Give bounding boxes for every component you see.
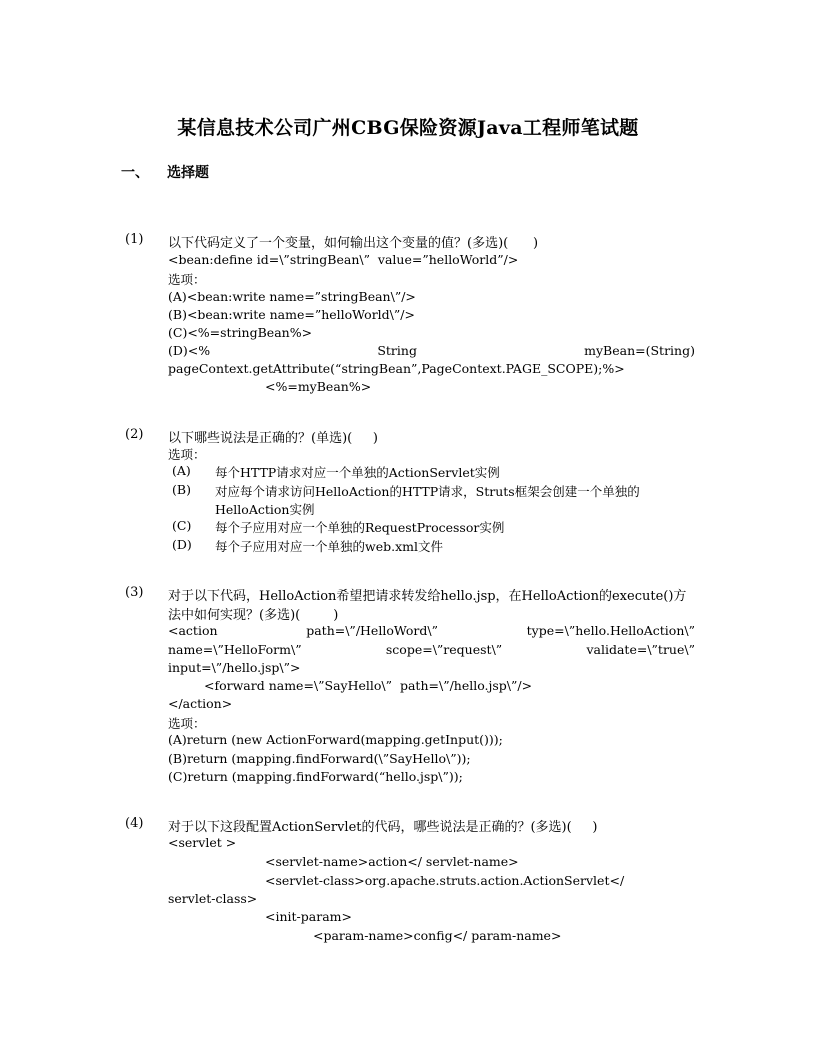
question-1-code: <bean:define id=\”stringBean\” value=”helloWorld”/> xyxy=(168,252,519,267)
question-2-option-c-text: 每个子应用对应一个单独的RequestProcessor实例 xyxy=(215,520,505,535)
question-4-code-line4: servlet-class> xyxy=(168,891,258,906)
question-3-code-row5: </action> xyxy=(168,696,233,711)
code-token: path=\”/HelloWord\” xyxy=(306,623,438,638)
question-1-text: 以下代码定义了一个变量，如何输出这个变量的值？(多选)( ) xyxy=(168,236,539,251)
question-2-option-b-label: (B) xyxy=(172,482,191,497)
question-2-option-a-text: 每个HTTP请求对应一个单独的ActionServlet实例 xyxy=(215,465,500,480)
question-1-number: (1) xyxy=(125,232,144,247)
question-1-options-label: 选项： xyxy=(168,272,206,287)
question-2-option-d-label: (D) xyxy=(172,537,192,552)
code-token: scope=\”request\” xyxy=(385,642,503,657)
question-3-number: (3) xyxy=(125,585,144,600)
question-1-option-c: (C)<%=stringBean%> xyxy=(168,325,313,340)
section-number: 一、 xyxy=(121,165,149,181)
question-3-option-a: (A)return (new ActionForward(mapping.getInput())); xyxy=(168,732,503,747)
question-3-options-label: 选项： xyxy=(168,716,206,731)
code-token: type=\”hello.HelloAction\” xyxy=(526,623,695,638)
question-2-option-a-label: (A) xyxy=(172,463,191,478)
question-2-option-d-text: 每个子应用对应一个单独的web.xml文件 xyxy=(215,539,443,554)
question-4-number: (4) xyxy=(125,816,144,831)
question-1-option-d-line2: pageContext.getAttribute(“stringBean”,PageContext.PAGE_SCOPE);%> xyxy=(168,361,625,376)
question-3-text: 对于以下代码，HelloAction希望把请求转发给hello.jsp，在HelloAction的execute()方 xyxy=(168,589,687,604)
question-3-code-row4: <forward name=\”SayHello\” path=\”/hello.jsp\”/> xyxy=(204,678,533,693)
question-3-option-b: (B)return (mapping.findForward(\”SayHello\”)); xyxy=(168,751,471,766)
option-d-part: String xyxy=(377,343,417,358)
question-4-code-line6: <param-name>config</ param-name> xyxy=(313,928,562,943)
question-3-code-row1 xyxy=(168,623,695,638)
question-3-code-row3: input=\”/hello.jsp\”> xyxy=(168,660,301,675)
question-4-code-line3: <servlet-class>org.apache.struts.action.ActionServlet</ xyxy=(265,873,625,888)
question-3-code-row2 xyxy=(168,642,695,657)
question-1-option-a: (A)<bean:write name=”stringBean\”/> xyxy=(168,289,416,304)
question-3-option-c: (C)return (mapping.findForward(“hello.jsp\”)); xyxy=(168,769,463,784)
code-token: <action xyxy=(168,623,218,638)
question-4-code-line2: <servlet-name>action</ servlet-name> xyxy=(265,854,519,869)
question-2-options-label: 选项： xyxy=(168,447,206,462)
option-d-part: (D)<% xyxy=(168,343,211,358)
question-2-text: 以下哪些说法是正确的？(单选)( ) xyxy=(168,431,378,446)
option-d-part: myBean=(String) xyxy=(584,343,695,358)
question-1-option-d-line3: <%=myBean%> xyxy=(265,379,372,394)
question-2-option-b-continuation: HelloAction实例 xyxy=(215,502,315,517)
question-1-option-d xyxy=(168,343,695,358)
code-token: validate=\”true\” xyxy=(586,642,695,657)
question-2-option-b-text: 对应每个请求访问HelloAction的HTTP请求，Struts框架会创建一个单独的 xyxy=(215,484,640,499)
question-4-code-line5: <init-param> xyxy=(265,909,352,924)
question-4-text: 对于以下这段配置ActionServlet的代码，哪些说法是正确的？(多选)( ) xyxy=(168,820,598,835)
question-1-option-b: (B)<bean:write name=”helloWorld\”/> xyxy=(168,307,415,322)
question-3-text-line2: 法中如何实现？(多选)( ) xyxy=(168,608,339,623)
question-4-code-line1: <servlet > xyxy=(168,835,237,850)
page-title: 某信息技术公司广州CBG保险资源Java工程师笔试题 xyxy=(177,117,639,139)
section-title: 选择题 xyxy=(167,165,209,181)
code-token: name=\”HelloForm\” xyxy=(168,642,302,657)
question-2-number: (2) xyxy=(125,427,144,442)
question-2-option-c-label: (C) xyxy=(172,518,192,533)
